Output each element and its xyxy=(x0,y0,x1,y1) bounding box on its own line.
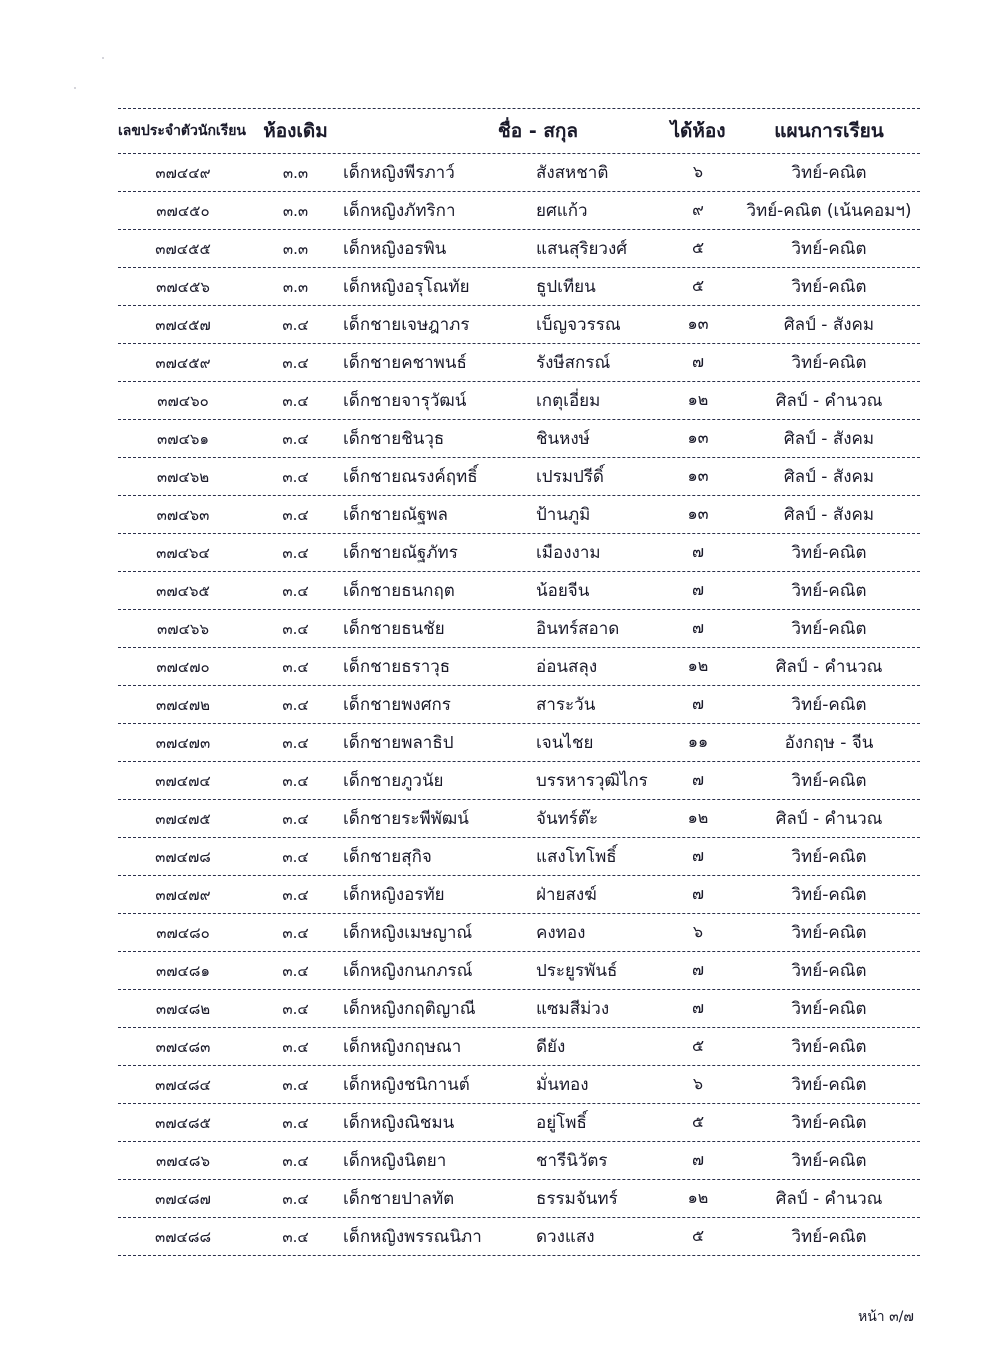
student-id: ๓๗๔๕๖ xyxy=(156,277,210,296)
new-room: ๑๓ xyxy=(687,466,709,485)
student-first-name: เด็กหญิงภัทริกา xyxy=(343,201,456,221)
new-room: ๑๓ xyxy=(687,314,709,333)
student-id: ๓๗๔๕๐ xyxy=(156,201,210,220)
student-last-name: ยศแก้ว xyxy=(536,201,588,221)
new-room: ๗ xyxy=(691,580,705,599)
table-row xyxy=(118,648,920,686)
old-room: ๓.๔ xyxy=(282,1037,309,1056)
header-study-plan: แผนการเรียน xyxy=(774,120,884,142)
student-last-name: อยู่โพธิ์ xyxy=(536,1113,587,1133)
student-id: ๓๗๔๗๙ xyxy=(155,885,211,904)
old-room: ๓.๔ xyxy=(282,733,309,752)
student-id: ๓๗๔๗๐ xyxy=(156,657,210,676)
student-last-name: สาระวัน xyxy=(536,695,596,715)
new-room: ๗ xyxy=(691,998,705,1017)
old-room: ๓.๔ xyxy=(282,809,309,828)
table-row xyxy=(118,534,920,572)
student-last-name: เจนไชย xyxy=(536,733,594,753)
table-row xyxy=(118,268,920,306)
student-last-name: ประยูรพันธ์ xyxy=(536,961,618,981)
student-first-name: เด็กชายพงศกร xyxy=(343,695,451,715)
new-room: ๕ xyxy=(691,1226,705,1245)
new-room: ๑๑ xyxy=(687,732,709,751)
student-first-name: เด็กหญิงพีรภาว์ xyxy=(343,163,455,183)
old-room: ๓.๓ xyxy=(282,201,309,220)
student-last-name: อินทร์สอาด xyxy=(536,619,620,639)
old-room: ๓.๔ xyxy=(282,771,309,790)
study-plan: ศิลป์ - สังคม xyxy=(783,429,875,449)
student-first-name: เด็กหญิงกนกภรณ์ xyxy=(343,961,473,981)
student-last-name: ป้านภูมิ xyxy=(536,505,591,525)
header-name: ชื่อ - สกุล xyxy=(497,120,579,142)
student-id: ๓๗๔๖๖ xyxy=(157,619,209,638)
study-plan: วิทย์-คณิต xyxy=(791,923,867,943)
old-room: ๓.๔ xyxy=(282,961,309,980)
old-room: ๓.๔ xyxy=(282,1189,309,1208)
student-id: ๓๗๔๗๓ xyxy=(155,733,211,752)
table-row xyxy=(118,1142,920,1180)
old-room: ๓.๔ xyxy=(282,885,309,904)
new-room: ๖ xyxy=(692,922,704,941)
student-first-name: เด็กชายปาลทัต xyxy=(343,1189,455,1209)
new-room: ๖ xyxy=(692,1074,704,1093)
new-room: ๕ xyxy=(691,238,705,257)
table-row xyxy=(118,572,920,610)
student-first-name: เด็กชายเจษฎาภร xyxy=(343,315,470,335)
study-plan: ศิลป์ - คำนวณ xyxy=(775,657,883,677)
student-id: ๓๗๔๖๒ xyxy=(156,467,210,486)
student-first-name: เด็กชายระพีพัฒน์ xyxy=(343,809,469,829)
table-body xyxy=(118,154,920,1256)
new-room: ๙ xyxy=(692,200,704,219)
new-room: ๑๒ xyxy=(687,390,709,409)
study-plan: ศิลป์ - สังคม xyxy=(783,315,875,335)
old-room: ๓.๔ xyxy=(282,695,309,714)
table-row xyxy=(118,686,920,724)
study-plan: วิทย์-คณิต xyxy=(791,771,867,791)
new-room: ๗ xyxy=(691,542,705,561)
study-plan: วิทย์-คณิต xyxy=(791,885,867,905)
student-id: ๓๗๔๖๓ xyxy=(156,505,210,524)
table-row xyxy=(118,230,920,268)
study-plan: ศิลป์ - คำนวณ xyxy=(775,809,883,829)
table-row xyxy=(118,306,920,344)
table-row xyxy=(118,344,920,382)
student-id: ๓๗๔๕๕ xyxy=(155,239,211,258)
study-plan: วิทย์-คณิต xyxy=(791,239,867,259)
student-first-name: เด็กชายณัฐภัทร xyxy=(343,543,458,563)
student-first-name: เด็กหญิงชนิกานต์ xyxy=(343,1075,470,1095)
study-plan: วิทย์-คณิต xyxy=(791,353,867,373)
study-plan: ศิลป์ - สังคม xyxy=(783,505,875,525)
new-room: ๗ xyxy=(691,770,705,789)
study-plan: วิทย์-คณิต xyxy=(791,1151,867,1171)
study-plan: วิทย์-คณิต xyxy=(791,847,867,867)
table-row xyxy=(118,1066,920,1104)
student-last-name: สังสหชาติ xyxy=(536,163,609,183)
table-row xyxy=(118,458,920,496)
old-room: ๓.๓ xyxy=(282,239,309,258)
student-first-name: เด็กหญิงณิชมน xyxy=(343,1113,455,1133)
old-room: ๓.๔ xyxy=(282,429,309,448)
student-last-name: เปรมปรีดิ์ xyxy=(536,467,604,487)
study-plan: ศิลป์ - สังคม xyxy=(783,467,875,487)
old-room: ๓.๔ xyxy=(282,999,309,1018)
student-id: ๓๗๔๘๑ xyxy=(156,961,210,980)
student-id: ๓๗๔๔๙ xyxy=(155,163,211,182)
student-id: ๓๗๔๖๐ xyxy=(157,391,209,410)
table-row xyxy=(118,952,920,990)
student-last-name: ชารีนิวัตร xyxy=(536,1151,608,1171)
table-row xyxy=(118,838,920,876)
student-first-name: เด็กหญิงอรุโณทัย xyxy=(343,277,470,297)
student-id: ๓๗๔๘๘ xyxy=(154,1227,212,1246)
student-id: ๓๗๔๘๕ xyxy=(155,1113,211,1132)
table-row xyxy=(118,420,920,458)
new-room: ๑๒ xyxy=(687,808,709,827)
scan-speck xyxy=(74,87,76,89)
student-last-name: มั่นทอง xyxy=(536,1075,589,1095)
student-last-name: ดวงแสง xyxy=(536,1227,595,1247)
student-last-name: เกตุเอี่ยม xyxy=(536,391,601,411)
student-id: ๓๗๔๕๙ xyxy=(155,353,211,372)
table-row xyxy=(118,496,920,534)
student-last-name: ธูปเทียน xyxy=(536,277,596,297)
table-row xyxy=(118,1218,920,1256)
old-room: ๓.๔ xyxy=(282,467,309,486)
table-row xyxy=(118,800,920,838)
student-id: ๓๗๔๗๔ xyxy=(155,771,211,790)
table-row xyxy=(118,192,920,230)
old-room: ๓.๔ xyxy=(282,315,309,334)
new-room: ๗ xyxy=(691,884,705,903)
student-last-name: ฝ่ายสงฆ์ xyxy=(536,885,597,905)
student-first-name: เด็กชายณรงค์ฤทธิ์ xyxy=(343,467,478,487)
student-first-name: เด็กชายคชาพนธ์ xyxy=(343,353,467,373)
table-row xyxy=(118,1104,920,1142)
study-plan: วิทย์-คณิต (เน้นคอมฯ) xyxy=(746,201,912,221)
student-first-name: เด็กหญิงอรทัย xyxy=(343,885,445,905)
student-last-name: แซมสีม่วง xyxy=(536,999,610,1019)
study-plan: อังกฤษ - จีน xyxy=(784,733,874,753)
new-room: ๗ xyxy=(691,960,705,979)
student-last-name: น้อยจีน xyxy=(536,581,590,601)
study-plan: วิทย์-คณิต xyxy=(791,1075,867,1095)
student-id: ๓๗๔๖๔ xyxy=(156,543,210,562)
new-room: ๗ xyxy=(691,694,705,713)
student-last-name: รังษีสกรณ์ xyxy=(536,353,611,373)
new-room: ๗ xyxy=(691,618,705,637)
table-row xyxy=(118,154,920,192)
old-room: ๓.๔ xyxy=(282,1151,309,1170)
student-first-name: เด็กหญิงกฤษณา xyxy=(343,1037,462,1057)
old-room: ๓.๔ xyxy=(282,1227,309,1246)
old-room: ๓.๔ xyxy=(282,391,309,410)
study-plan: ศิลป์ - คำนวณ xyxy=(775,1189,883,1209)
student-first-name: เด็กชายณัฐพล xyxy=(343,505,448,525)
student-id: ๓๗๔๖๕ xyxy=(156,581,210,600)
new-room: ๗ xyxy=(691,352,705,371)
student-first-name: เด็กชายธนชัย xyxy=(343,619,445,639)
student-id: ๓๗๔๘๓ xyxy=(155,1037,211,1056)
student-room-table xyxy=(118,108,920,1256)
old-room: ๓.๔ xyxy=(282,657,309,676)
student-last-name: ธรรมจันทร์ xyxy=(536,1189,618,1209)
table-row xyxy=(118,724,920,762)
study-plan: วิทย์-คณิต xyxy=(791,277,867,297)
new-room: ๑๓ xyxy=(687,428,709,447)
student-last-name: คงทอง xyxy=(536,923,586,943)
student-last-name: จันทร์ต๊ะ xyxy=(536,809,599,829)
study-plan: วิทย์-คณิต xyxy=(791,695,867,715)
student-first-name: เด็กหญิงนิตยา xyxy=(343,1151,447,1171)
table-row xyxy=(118,382,920,420)
scan-speck xyxy=(102,57,104,59)
student-last-name: เบ็ญจวรรณ xyxy=(536,315,621,335)
study-plan: วิทย์-คณิต xyxy=(791,961,867,981)
study-plan: วิทย์-คณิต xyxy=(791,1113,867,1133)
student-last-name: บรรหารวุฒิไกร xyxy=(536,771,648,791)
old-room: ๓.๔ xyxy=(282,923,309,942)
student-last-name: อ่อนสลุง xyxy=(536,657,598,677)
student-id: ๓๗๔๘๔ xyxy=(155,1075,211,1094)
new-room: ๗ xyxy=(691,846,705,865)
student-first-name: เด็กหญิงเมษญาณ์ xyxy=(343,923,473,943)
header-student-id: เลขประจำตัวนักเรียน xyxy=(118,123,247,139)
student-id: ๓๗๔๗๒ xyxy=(155,695,211,714)
old-room: ๓.๓ xyxy=(282,163,309,182)
new-room: ๑๓ xyxy=(687,504,709,523)
student-first-name: เด็กชายชินวุธ xyxy=(343,429,445,449)
student-last-name: ดียัง xyxy=(536,1037,566,1057)
student-last-name: เมืองงาม xyxy=(536,543,601,563)
old-room: ๓.๔ xyxy=(282,353,309,372)
study-plan: วิทย์-คณิต xyxy=(791,1037,867,1057)
student-first-name: เด็กหญิงกฤติญาณี xyxy=(343,999,476,1019)
student-id: ๓๗๔๗๘ xyxy=(155,847,211,866)
student-last-name: แสนสุริยวงศ์ xyxy=(536,239,628,259)
table-row xyxy=(118,1028,920,1066)
old-room: ๓.๔ xyxy=(282,1113,309,1132)
table-row xyxy=(118,876,920,914)
study-plan: วิทย์-คณิต xyxy=(791,1227,867,1247)
table-row xyxy=(118,1180,920,1218)
student-id: ๓๗๔๘๐ xyxy=(156,923,210,942)
table-row xyxy=(118,914,920,952)
table-row xyxy=(118,762,920,800)
table-header-row xyxy=(118,109,920,154)
student-id: ๓๗๔๘๗ xyxy=(155,1189,211,1208)
student-id: ๓๗๔๗๕ xyxy=(155,809,211,828)
old-room: ๓.๓ xyxy=(282,277,309,296)
student-first-name: เด็กชายสุกิจ xyxy=(343,847,432,867)
new-room: ๕ xyxy=(691,1112,705,1131)
student-id: ๓๗๔๕๗ xyxy=(155,315,211,334)
study-plan: วิทย์-คณิต xyxy=(791,619,867,639)
student-first-name: เด็กหญิงพรรณนิภา xyxy=(343,1227,482,1247)
student-last-name: ชินหงษ์ xyxy=(536,429,590,449)
table-row xyxy=(118,990,920,1028)
student-id: ๓๗๔๘๖ xyxy=(156,1151,210,1170)
student-id: ๓๗๔๘๒ xyxy=(155,999,211,1018)
table-row xyxy=(118,610,920,648)
study-plan: วิทย์-คณิต xyxy=(791,163,867,183)
new-room: ๑๒ xyxy=(687,656,709,675)
old-room: ๓.๔ xyxy=(282,505,309,524)
study-plan: วิทย์-คณิต xyxy=(791,581,867,601)
student-first-name: เด็กชายภูวนัย xyxy=(343,771,444,791)
new-room: ๑๒ xyxy=(687,1188,709,1207)
header-new-room: ได้ห้อง xyxy=(670,120,726,142)
new-room: ๕ xyxy=(691,276,705,295)
study-plan: วิทย์-คณิต xyxy=(791,999,867,1019)
study-plan: ศิลป์ - คำนวณ xyxy=(775,391,883,411)
header-old-room: ห้องเดิม xyxy=(263,120,328,142)
page-number: หน้า ๓/๗ xyxy=(858,1309,914,1325)
old-room: ๓.๔ xyxy=(282,619,309,638)
new-room: ๗ xyxy=(691,1150,705,1169)
old-room: ๓.๔ xyxy=(282,847,309,866)
student-first-name: เด็กชายจารุวัฒน์ xyxy=(343,391,467,411)
old-room: ๓.๔ xyxy=(282,1075,309,1094)
student-first-name: เด็กชายธนกฤต xyxy=(343,581,455,601)
student-first-name: เด็กหญิงอรพิน xyxy=(343,239,447,259)
old-room: ๓.๔ xyxy=(282,543,309,562)
student-id: ๓๗๔๖๑ xyxy=(157,429,209,448)
new-room: ๖ xyxy=(692,162,704,181)
new-room: ๕ xyxy=(691,1036,705,1055)
old-room: ๓.๔ xyxy=(282,581,309,600)
student-last-name: แสงโทโพธิ์ xyxy=(536,847,617,867)
study-plan: วิทย์-คณิต xyxy=(791,543,867,563)
student-first-name: เด็กชายธราวุธ xyxy=(343,657,451,677)
student-first-name: เด็กชายพลาธิป xyxy=(343,733,454,753)
